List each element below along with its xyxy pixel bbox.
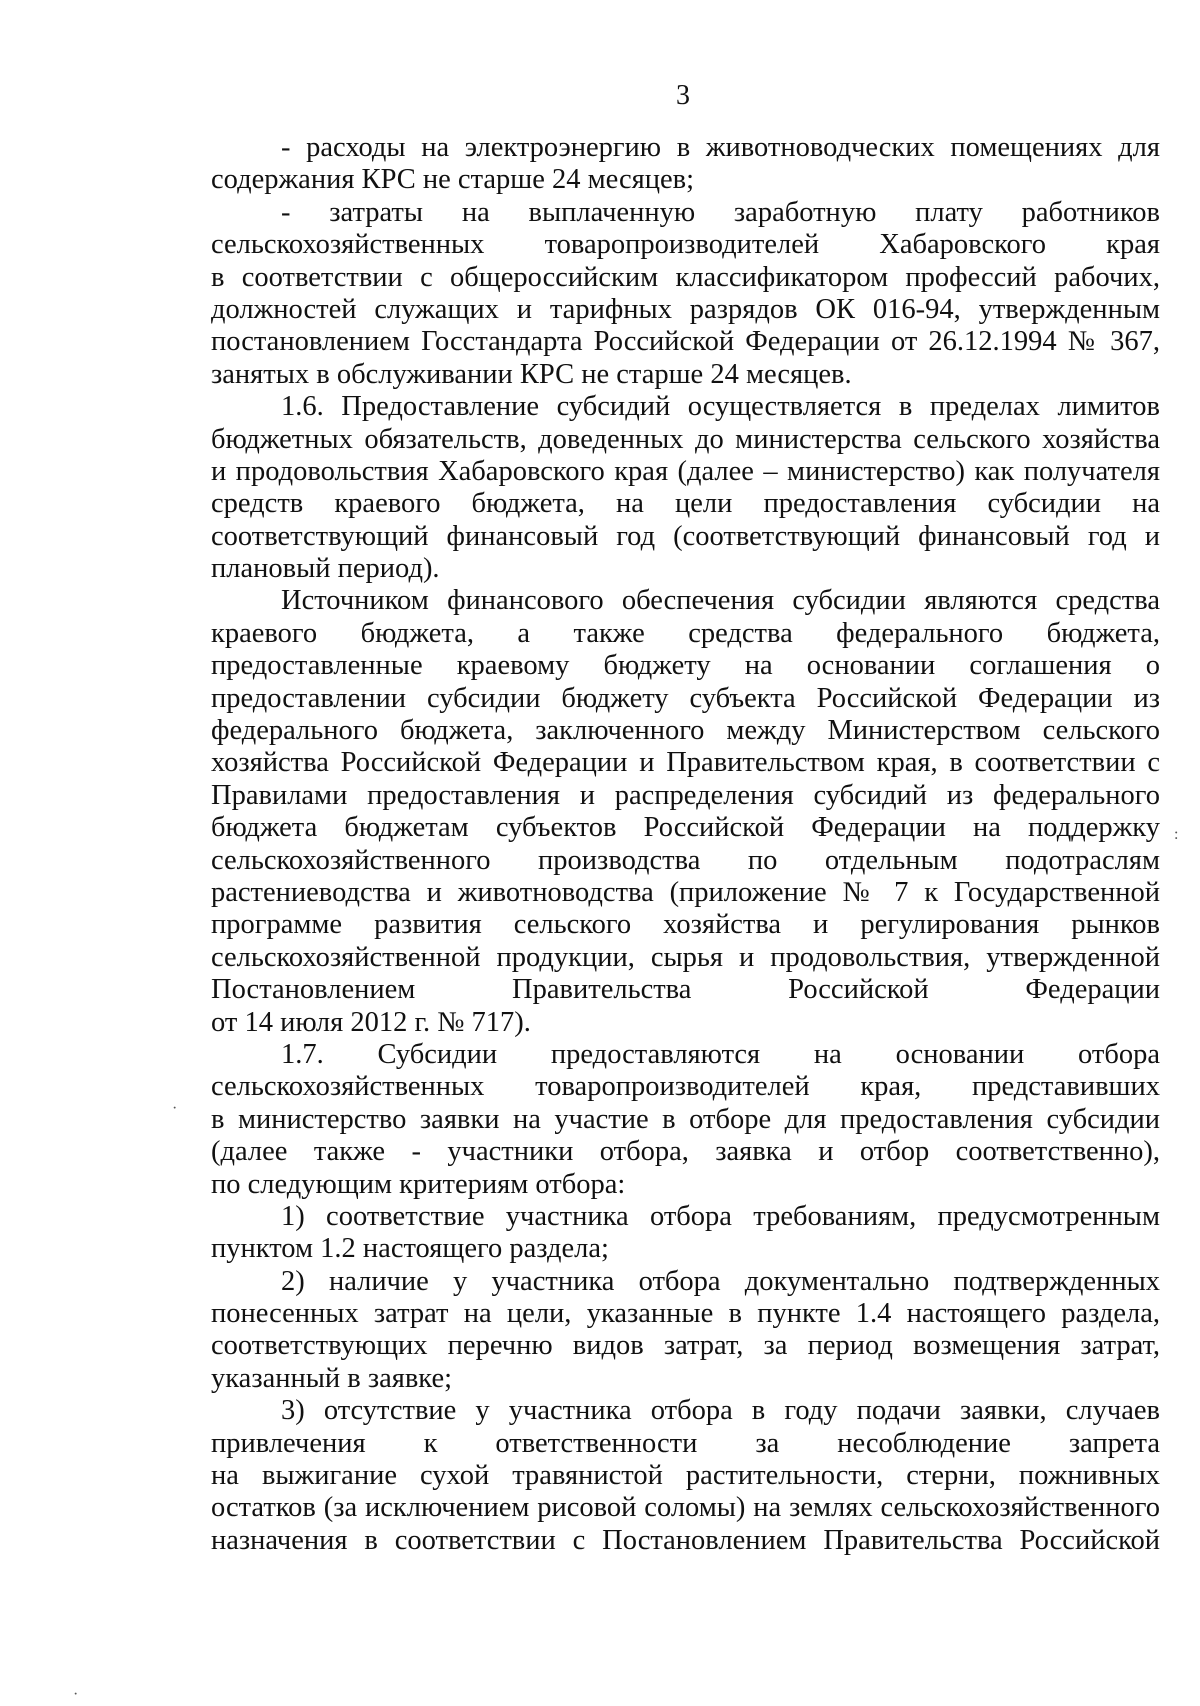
text-line: соответствующих перечню видов затрат, за период возмещения затрат, xyxy=(211,1330,1160,1362)
text-line: назначения в соответствии с Постановлением Правительства Российской xyxy=(211,1524,1160,1556)
text-line: Источником финансового обеспечения субсидии являются средства xyxy=(281,585,1160,617)
text-line: программе развития сельского хозяйства и регулирования рынков xyxy=(211,909,1160,941)
text-line: 1.6. Предоставление субсидий осуществляется в пределах лимитов xyxy=(281,391,1160,423)
text-line: сельскохозяйственной продукции, сырья и продовольствия, утвержденной xyxy=(211,941,1160,973)
text-line: бюджетных обязательств, доведенных до министерства сельского хозяйства xyxy=(211,423,1160,455)
text-line: постановлением Госстандарта Российской Федерации от 26.12.1994 № 367, xyxy=(211,326,1160,358)
document-body xyxy=(211,132,1160,1557)
text-line: Постановлением Правительства Российской Федерации xyxy=(211,974,1160,1006)
text-line: по следующим критериям отбора: xyxy=(211,1168,626,1200)
text-line: предоставленные краевому бюджету на основании соглашения о xyxy=(211,650,1160,682)
text-line: плановый период). xyxy=(211,553,440,585)
text-line: предоставлении субсидии бюджету субъекта Российской Федерации из xyxy=(211,682,1160,714)
text-line: бюджета бюджетам субъектов Российской Федерации на поддержку xyxy=(211,812,1160,844)
text-line: растениеводства и животноводства (приложение № 7 к Государственной xyxy=(211,876,1160,908)
page-number: 3 xyxy=(676,80,690,111)
text-line: указанный в заявке; xyxy=(211,1362,453,1394)
text-line: в соответствии с общероссийским классификатором профессий рабочих, xyxy=(211,261,1160,293)
text-line: федерального бюджета, заключенного между Министерством сельского xyxy=(211,715,1160,747)
text-line: на выжигание сухой травянистой растительности, стерни, пожнивных xyxy=(211,1460,1160,1492)
text-line: должностей служащих и тарифных разрядов ОК 016-94, утвержденным xyxy=(211,293,1160,325)
scan-mark-bottom: · xyxy=(73,1686,79,1703)
scan-mark-right: : xyxy=(1174,826,1179,843)
text-line: понесенных затрат на цели, указанные в пункте 1.4 настоящего раздела, xyxy=(211,1298,1160,1330)
text-line: 3) отсутствие у участника отбора в году подачи заявки, случаев xyxy=(281,1395,1160,1427)
text-line: средств краевого бюджета, на цели предоставления субсидии на xyxy=(211,488,1160,520)
text-line: 1) соответствие участника отбора требованиям, предусмотренным xyxy=(281,1200,1160,1232)
text-line: пунктом 1.2 настоящего раздела; xyxy=(211,1233,609,1265)
text-line: в министерство заявки на участие в отборе для предоставления субсидии xyxy=(211,1103,1160,1135)
scan-mark-left: · xyxy=(172,1100,178,1117)
text-line: остатков (за исключением рисовой соломы) на землях сельскохозяйственного xyxy=(211,1492,1160,1524)
text-line: хозяйства Российской Федерации и Правительством края, в соответствии с xyxy=(211,747,1160,779)
text-line: занятых в обслуживании КРС не старше 24 месяцев. xyxy=(211,358,852,390)
text-line: и продовольствия Хабаровского края (далее – министерство) как получателя xyxy=(211,455,1160,487)
text-line: 2) наличие у участника отбора документально подтвержденных xyxy=(281,1265,1160,1297)
text-line: 1.7. Субсидии предоставляются на основании отбора xyxy=(281,1038,1160,1070)
text-line: (далее также - участники отбора, заявка и отбор соответственно), xyxy=(211,1136,1160,1168)
text-line: сельскохозяйственных товаропроизводителей Хабаровского края xyxy=(211,229,1160,261)
text-line: привлечения к ответственности за несоблюдение запрета xyxy=(211,1427,1160,1459)
text-line: - затраты на выплаченную заработную плату работников xyxy=(281,196,1160,228)
text-line: Правилами предоставления и распределения субсидий из федерального xyxy=(211,779,1160,811)
text-line: сельскохозяйственного производства по отдельным подотраслям xyxy=(211,844,1160,876)
text-line: соответствующий финансовый год (соответствующий финансовый год и xyxy=(211,520,1160,552)
text-line: содержания КРС не старше 24 месяцев; xyxy=(211,164,695,196)
text-line: сельскохозяйственных товаропроизводителей края, представивших xyxy=(211,1071,1160,1103)
text-line: краевого бюджета, а также средства федерального бюджета, xyxy=(211,617,1160,649)
text-line: от 14 июля 2012 г. № 717). xyxy=(211,1006,531,1038)
text-line: - расходы на электроэнергию в животноводческих помещениях для xyxy=(281,132,1160,163)
